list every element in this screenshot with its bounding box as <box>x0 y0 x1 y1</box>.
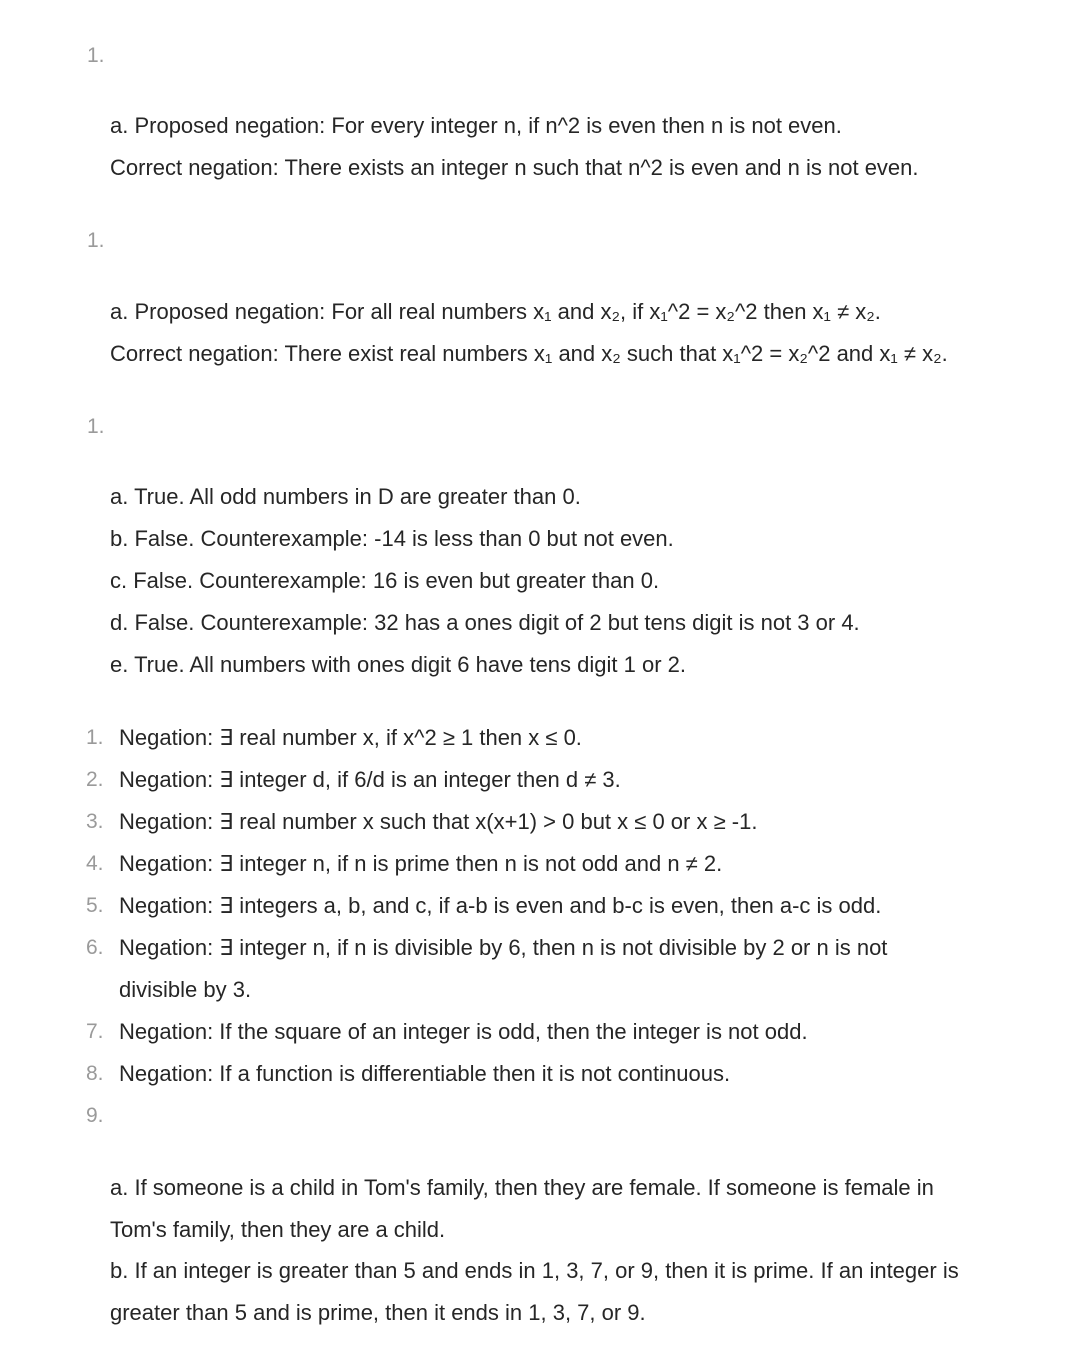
negation-item-5: Negation: ∃ integers a, b, and c, if a-b is even and b-c is even, then a-c is odd. <box>119 893 882 918</box>
biconditional-b-line-2: greater than 5 and is prime, then it ends in 1, 3, 7, or 9. <box>110 1300 646 1325</box>
negation-number-1: 1. <box>86 726 104 749</box>
negation-item-6-continued: divisible by 3. <box>119 977 252 1002</box>
negation-item-1: Negation: ∃ real number x, if x^2 ≥ 1 then x ≤ 0. <box>119 725 582 750</box>
list-marker-2: 1. <box>87 229 105 252</box>
negation-item-8: Negation: If a function is differentiable then it is not continuous. <box>119 1061 731 1086</box>
negation-item-6: Negation: ∃ integer n, if n is divisible by 6, then n is not divisible by 2 or n is not <box>119 935 888 960</box>
truth-item-a: a. True. All odd numbers in D are greater than 0. <box>110 484 581 509</box>
negation-item-7: Negation: If the square of an integer is odd, then the integer is not odd. <box>119 1019 808 1044</box>
negation-number-3: 3. <box>86 810 104 833</box>
negation-number-9: 9. <box>86 1104 104 1127</box>
negation-item-4: Negation: ∃ integer n, if n is prime then n is not odd and n ≠ 2. <box>119 851 723 876</box>
negation-number-5: 5. <box>86 894 104 917</box>
truth-item-c: c. False. Counterexample: 16 is even but greater than 0. <box>110 568 660 593</box>
negation-number-2: 2. <box>86 768 104 791</box>
negation-item-2: Negation: ∃ integer d, if 6/d is an integer then d ≠ 3. <box>119 767 621 792</box>
biconditional-b-line-1: b. If an integer is greater than 5 and ends in 1, 3, 7, or 9, then it is prime. If an integer is <box>110 1258 959 1283</box>
truth-item-b: b. False. Counterexample: -14 is less than 0 but not even. <box>110 526 674 551</box>
proposed-negation-1: a. Proposed negation: For every integer n, if n^2 is even then n is not even. <box>110 113 842 138</box>
negation-number-6: 6. <box>86 936 104 959</box>
correct-negation-2: Correct negation: There exist real numbers x₁ and x₂ such that x₁^2 = x₂^2 and x₁ ≠ x₂. <box>110 341 948 366</box>
list-marker-3: 1. <box>87 415 105 438</box>
negation-item-3: Negation: ∃ real number x such that x(x+1) > 0 but x ≤ 0 or x ≥ -1. <box>119 809 758 834</box>
biconditional-a-line-1: a. If someone is a child in Tom's family, then they are female. If someone is female in <box>110 1175 934 1200</box>
negation-number-4: 4. <box>86 852 104 875</box>
biconditional-a-line-2: Tom's family, then they are a child. <box>110 1217 446 1242</box>
correct-negation-1: Correct negation: There exists an integer n such that n^2 is even and n is not even. <box>110 155 919 180</box>
truth-item-d: d. False. Counterexample: 32 has a ones digit of 2 but tens digit is not 3 or 4. <box>110 610 860 635</box>
proposed-negation-2: a. Proposed negation: For all real numbers x₁ and x₂, if x₁^2 = x₂^2 then x₁ ≠ x₂. <box>110 299 881 324</box>
negation-number-7: 7. <box>86 1020 104 1043</box>
negation-number-8: 8. <box>86 1062 104 1085</box>
truth-item-e: e. True. All numbers with ones digit 6 have tens digit 1 or 2. <box>110 652 686 677</box>
list-marker-1: 1. <box>87 44 105 67</box>
